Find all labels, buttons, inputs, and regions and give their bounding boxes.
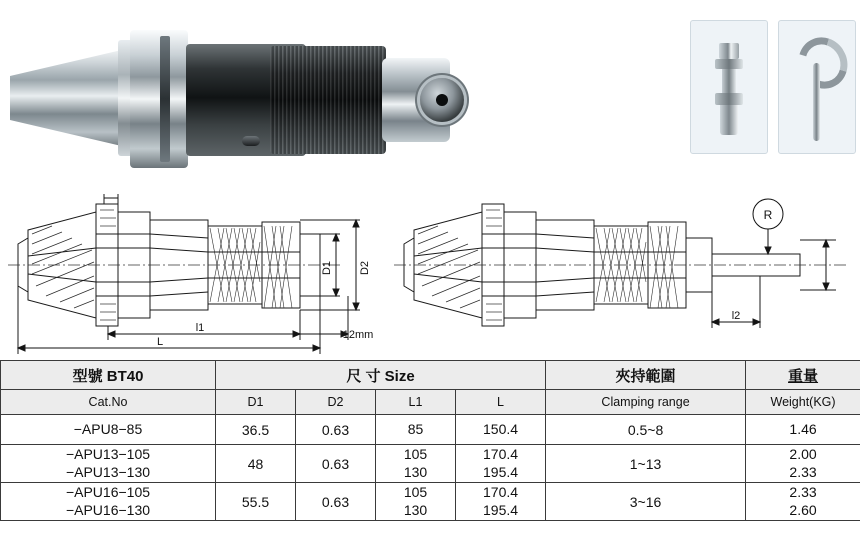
header-catno: Cat.No: [1, 390, 216, 415]
taper-shank: [10, 48, 130, 148]
flange-groove: [160, 36, 170, 162]
cell-d1: 36.5: [216, 415, 296, 445]
label-d2: D2: [359, 260, 371, 276]
header-weight: 重量: [746, 361, 860, 390]
cell-catno: −APU13−105 −APU13−130: [1, 445, 216, 483]
flange: [130, 30, 188, 168]
drawing-svg: [0, 182, 860, 360]
accessory-box-wrench: [778, 20, 856, 154]
knurled-sleeve: [270, 46, 386, 154]
label-r: R: [763, 208, 773, 222]
cell-l1: 105 130: [376, 483, 456, 521]
header-clamping-en: Clamping range: [546, 390, 746, 415]
table-row: [1, 415, 860, 445]
header-clamping: 夾持範圍: [546, 361, 746, 390]
accessory-box-pull-stud: [690, 20, 768, 154]
table-body: [1, 415, 860, 521]
label-12mm: 12mm: [342, 329, 374, 341]
cell-clamping: 3~16: [546, 483, 746, 521]
label-l: L: [156, 336, 164, 348]
cell-l: 170.4 195.4: [456, 445, 546, 483]
header-d1: D1: [216, 390, 296, 415]
table-row: [1, 483, 860, 521]
label-l2: l2: [731, 310, 741, 322]
cell-catno: −APU8−85: [1, 415, 216, 445]
table-header-row-sub: [1, 390, 860, 415]
cell-d2: 0.63: [296, 445, 376, 483]
header-l1: L1: [376, 390, 456, 415]
cell-d2: 0.63: [296, 415, 376, 445]
header-model-value: BT40: [106, 367, 144, 385]
header-model-prefix: 型號: [72, 367, 103, 385]
cell-l1: 105 130: [376, 445, 456, 483]
header-d2: D2: [296, 390, 376, 415]
set-screw-hole: [242, 136, 260, 146]
wrench-icon: [797, 37, 837, 141]
cell-clamping: 0.5~8: [546, 415, 746, 445]
cell-l: 170.4 195.4: [456, 483, 546, 521]
product-photo-area: [0, 0, 860, 180]
cell-d2: 0.63: [296, 483, 376, 521]
cell-l: 150.4: [456, 415, 546, 445]
cell-l1: 85: [376, 415, 456, 445]
spec-table: [0, 360, 860, 521]
tool-holder-photo: [10, 18, 480, 170]
cell-weight: 1.46: [746, 415, 860, 445]
cell-d1: 55.5: [216, 483, 296, 521]
table-row: [1, 445, 860, 483]
pull-stud-icon: [713, 43, 745, 135]
spec-table-wrap: [0, 360, 860, 534]
header-model: [1, 361, 216, 390]
technical-drawing-area: [0, 182, 860, 360]
cell-d1: 48: [216, 445, 296, 483]
cell-clamping: 1~13: [546, 445, 746, 483]
header-size: 尺 寸 Size: [216, 361, 546, 390]
label-l1: l1: [195, 322, 205, 334]
cell-weight: 2.00 2.33: [746, 445, 860, 483]
header-weight-en: Weight(KG): [746, 390, 860, 415]
chuck-bore: [436, 94, 448, 106]
cell-weight: 2.33 2.60: [746, 483, 860, 521]
header-l: L: [456, 390, 546, 415]
cell-catno: −APU16−105 −APU16−130: [1, 483, 216, 521]
label-d1: D1: [321, 260, 333, 276]
table-header-row-top: [1, 361, 860, 390]
